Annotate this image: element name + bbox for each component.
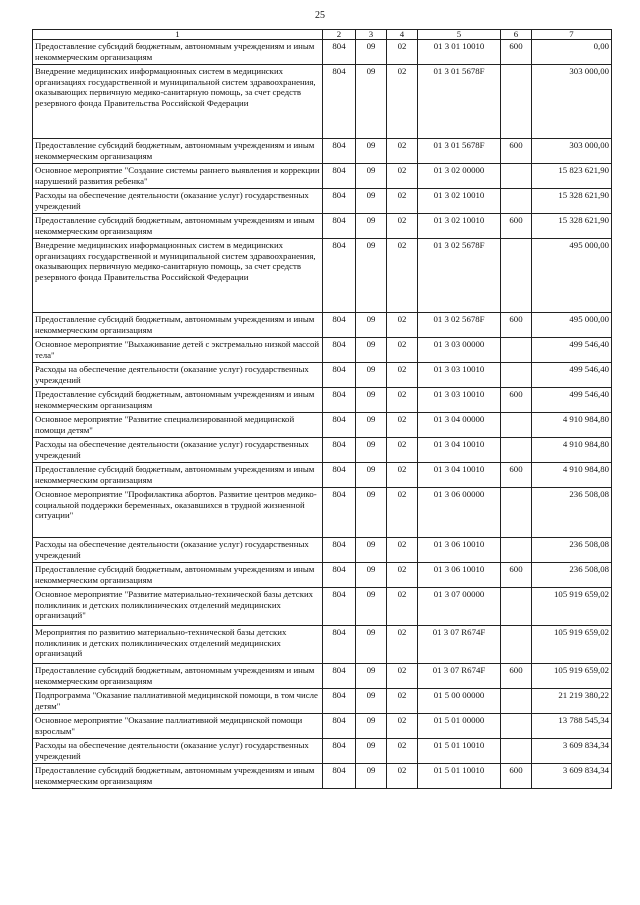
cell-subsection: 02 — [387, 239, 418, 313]
cell-amount: 0,00 — [532, 40, 612, 65]
row-description: Подпрограмма "Оказание паллиативной медицинской помощи, в том числе детям" — [33, 689, 323, 714]
cell-ministry-code: 804 — [323, 313, 356, 338]
row-description: Предоставление субсидий бюджетным, автономным учреждениям и иным некоммерческим организациям — [33, 214, 323, 239]
cell-section: 09 — [356, 164, 387, 189]
table-row — [33, 764, 612, 789]
cell-expense-type — [501, 189, 532, 214]
header-col-4: 4 — [387, 30, 418, 40]
cell-subsection: 02 — [387, 189, 418, 214]
cell-subsection: 02 — [387, 563, 418, 588]
cell-amount: 236 508,08 — [532, 563, 612, 588]
header-row — [33, 30, 612, 40]
cell-section: 09 — [356, 438, 387, 463]
cell-section: 09 — [356, 488, 387, 538]
cell-expense-type — [501, 438, 532, 463]
cell-ministry-code: 804 — [323, 239, 356, 313]
cell-amount: 105 919 659,02 — [532, 626, 612, 664]
header-col-5: 5 — [418, 30, 501, 40]
cell-amount: 105 919 659,02 — [532, 664, 612, 689]
header-col-6: 6 — [501, 30, 532, 40]
table-row — [33, 239, 612, 313]
cell-target-article: 01 3 07 00000 — [418, 588, 501, 626]
row-description: Основное мероприятие "Развитие материально-технической базы детских поликлиник и детских поликлинических отделений медицинских организаций" — [33, 588, 323, 626]
cell-expense-type: 600 — [501, 463, 532, 488]
row-description: Предоставление субсидий бюджетным, автономным учреждениям и иным некоммерческим организациям — [33, 388, 323, 413]
cell-expense-type — [501, 65, 532, 139]
row-description: Предоставление субсидий бюджетным, автономным учреждениям и иным некоммерческим организациям — [33, 40, 323, 65]
cell-expense-type: 600 — [501, 139, 532, 164]
cell-ministry-code: 804 — [323, 739, 356, 764]
cell-section: 09 — [356, 363, 387, 388]
cell-ministry-code: 804 — [323, 40, 356, 65]
table-row — [33, 438, 612, 463]
cell-amount: 4 910 984,80 — [532, 438, 612, 463]
table-row — [33, 164, 612, 189]
cell-target-article: 01 3 01 5678F — [418, 139, 501, 164]
table-row — [33, 664, 612, 689]
cell-amount: 21 219 380,22 — [532, 689, 612, 714]
cell-expense-type: 600 — [501, 664, 532, 689]
cell-section: 09 — [356, 739, 387, 764]
cell-section: 09 — [356, 388, 387, 413]
cell-target-article: 01 3 07 R674F — [418, 664, 501, 689]
cell-amount: 13 788 545,34 — [532, 714, 612, 739]
cell-subsection: 02 — [387, 313, 418, 338]
cell-target-article: 01 3 02 10010 — [418, 214, 501, 239]
cell-ministry-code: 804 — [323, 438, 356, 463]
table-row — [33, 588, 612, 626]
cell-expense-type — [501, 588, 532, 626]
cell-ministry-code: 804 — [323, 714, 356, 739]
cell-subsection: 02 — [387, 413, 418, 438]
page-number: 25 — [315, 10, 325, 21]
cell-amount: 236 508,08 — [532, 488, 612, 538]
cell-target-article: 01 3 03 10010 — [418, 363, 501, 388]
cell-ministry-code: 804 — [323, 413, 356, 438]
cell-section: 09 — [356, 714, 387, 739]
cell-target-article: 01 3 01 5678F — [418, 65, 501, 139]
cell-target-article: 01 3 06 10010 — [418, 563, 501, 588]
cell-section: 09 — [356, 214, 387, 239]
table-row — [33, 626, 612, 664]
cell-subsection: 02 — [387, 363, 418, 388]
cell-expense-type — [501, 626, 532, 664]
row-description: Предоставление субсидий бюджетным, автономным учреждениям и иным некоммерческим организациям — [33, 563, 323, 588]
cell-expense-type — [501, 689, 532, 714]
cell-amount: 495 000,00 — [532, 313, 612, 338]
row-description: Внедрение медицинских информационных систем в медицинских организациях государственной и муниципальной систем здравоохранения, оказывающих первичную медико-санитарную помощь, за счет средств резервного фонда Правительства Российской Федерации — [33, 65, 323, 139]
cell-expense-type — [501, 488, 532, 538]
row-description: Основное мероприятие "Профилактика абортов. Развитие центров медико-социальной поддержки беременных, оказавшихся в трудной жизненной ситуации" — [33, 488, 323, 538]
cell-target-article: 01 3 02 10010 — [418, 189, 501, 214]
cell-subsection: 02 — [387, 463, 418, 488]
cell-amount: 303 000,00 — [532, 139, 612, 164]
cell-expense-type — [501, 239, 532, 313]
cell-section: 09 — [356, 413, 387, 438]
cell-amount: 236 508,08 — [532, 538, 612, 563]
cell-subsection: 02 — [387, 139, 418, 164]
cell-amount: 4 910 984,80 — [532, 463, 612, 488]
cell-amount: 3 609 834,34 — [532, 739, 612, 764]
cell-expense-type — [501, 538, 532, 563]
cell-section: 09 — [356, 563, 387, 588]
cell-expense-type: 600 — [501, 388, 532, 413]
row-description: Предоставление субсидий бюджетным, автономным учреждениям и иным некоммерческим организациям — [33, 764, 323, 789]
cell-ministry-code: 804 — [323, 189, 356, 214]
cell-section: 09 — [356, 463, 387, 488]
cell-subsection: 02 — [387, 40, 418, 65]
cell-target-article: 01 3 06 10010 — [418, 538, 501, 563]
row-description: Расходы на обеспечение деятельности (оказание услуг) государственных учреждений — [33, 739, 323, 764]
table-row — [33, 488, 612, 538]
cell-section: 09 — [356, 65, 387, 139]
cell-subsection: 02 — [387, 65, 418, 139]
table-row — [33, 689, 612, 714]
cell-expense-type — [501, 363, 532, 388]
cell-subsection: 02 — [387, 739, 418, 764]
table-row — [33, 313, 612, 338]
cell-amount: 3 609 834,34 — [532, 764, 612, 789]
cell-amount: 499 546,40 — [532, 338, 612, 363]
row-description: Расходы на обеспечение деятельности (оказание услуг) государственных учреждений — [33, 189, 323, 214]
cell-expense-type — [501, 164, 532, 189]
cell-target-article: 01 3 04 10010 — [418, 463, 501, 488]
cell-subsection: 02 — [387, 164, 418, 189]
header-col-2: 2 — [323, 30, 356, 40]
cell-ministry-code: 804 — [323, 214, 356, 239]
table-row — [33, 363, 612, 388]
table-row — [33, 338, 612, 363]
table-row — [33, 714, 612, 739]
table-row — [33, 739, 612, 764]
cell-section: 09 — [356, 664, 387, 689]
cell-expense-type: 600 — [501, 214, 532, 239]
cell-subsection: 02 — [387, 588, 418, 626]
cell-amount: 303 000,00 — [532, 65, 612, 139]
cell-expense-type — [501, 739, 532, 764]
cell-expense-type: 600 — [501, 313, 532, 338]
cell-section: 09 — [356, 239, 387, 313]
cell-expense-type: 600 — [501, 40, 532, 65]
cell-ministry-code: 804 — [323, 563, 356, 588]
cell-target-article: 01 5 01 10010 — [418, 764, 501, 789]
cell-target-article: 01 3 04 10010 — [418, 438, 501, 463]
cell-subsection: 02 — [387, 338, 418, 363]
row-description: Основное мероприятие "Выхаживание детей с экстремально низкой массой тела" — [33, 338, 323, 363]
table-row — [33, 538, 612, 563]
cell-ministry-code: 804 — [323, 463, 356, 488]
cell-section: 09 — [356, 338, 387, 363]
row-description: Расходы на обеспечение деятельности (оказание услуг) государственных учреждений — [33, 538, 323, 563]
cell-target-article: 01 5 01 00000 — [418, 714, 501, 739]
budget-table — [32, 29, 612, 789]
cell-ministry-code: 804 — [323, 689, 356, 714]
cell-amount: 105 919 659,02 — [532, 588, 612, 626]
cell-ministry-code: 804 — [323, 588, 356, 626]
cell-ministry-code: 804 — [323, 488, 356, 538]
cell-subsection: 02 — [387, 764, 418, 789]
cell-target-article: 01 3 03 00000 — [418, 338, 501, 363]
cell-target-article: 01 3 02 00000 — [418, 164, 501, 189]
table-row — [33, 139, 612, 164]
cell-target-article: 01 3 02 5678F — [418, 313, 501, 338]
table-row — [33, 40, 612, 65]
table-row — [33, 214, 612, 239]
cell-subsection: 02 — [387, 689, 418, 714]
cell-ministry-code: 804 — [323, 626, 356, 664]
cell-amount: 15 328 621,90 — [532, 214, 612, 239]
header-col-1: 1 — [33, 30, 323, 40]
table-row — [33, 463, 612, 488]
cell-expense-type: 600 — [501, 764, 532, 789]
header-col-7: 7 — [532, 30, 612, 40]
table-row — [33, 413, 612, 438]
cell-ministry-code: 804 — [323, 338, 356, 363]
cell-section: 09 — [356, 689, 387, 714]
cell-subsection: 02 — [387, 488, 418, 538]
cell-expense-type: 600 — [501, 563, 532, 588]
row-description: Предоставление субсидий бюджетным, автономным учреждениям и иным некоммерческим организациям — [33, 664, 323, 689]
table-row — [33, 65, 612, 139]
row-description: Предоставление субсидий бюджетным, автономным учреждениям и иным некоммерческим организациям — [33, 463, 323, 488]
cell-ministry-code: 804 — [323, 363, 356, 388]
table-row — [33, 388, 612, 413]
cell-subsection: 02 — [387, 626, 418, 664]
row-description: Мероприятия по развитию материально-технической базы детских поликлиник и детских поликлинических отделений медицинских организаций — [33, 626, 323, 664]
table-row — [33, 189, 612, 214]
cell-amount: 499 546,40 — [532, 363, 612, 388]
cell-amount: 495 000,00 — [532, 239, 612, 313]
cell-ministry-code: 804 — [323, 139, 356, 164]
cell-subsection: 02 — [387, 714, 418, 739]
table-row — [33, 563, 612, 588]
cell-section: 09 — [356, 189, 387, 214]
cell-section: 09 — [356, 313, 387, 338]
cell-target-article: 01 5 01 10010 — [418, 739, 501, 764]
cell-ministry-code: 804 — [323, 388, 356, 413]
cell-target-article: 01 3 06 00000 — [418, 488, 501, 538]
cell-section: 09 — [356, 139, 387, 164]
cell-ministry-code: 804 — [323, 764, 356, 789]
cell-expense-type — [501, 714, 532, 739]
cell-target-article: 01 3 03 10010 — [418, 388, 501, 413]
cell-subsection: 02 — [387, 664, 418, 689]
cell-amount: 499 546,40 — [532, 388, 612, 413]
cell-amount: 4 910 984,80 — [532, 413, 612, 438]
cell-section: 09 — [356, 538, 387, 563]
row-description: Расходы на обеспечение деятельности (оказание услуг) государственных учреждений — [33, 363, 323, 388]
cell-ministry-code: 804 — [323, 65, 356, 139]
row-description: Предоставление субсидий бюджетным, автономным учреждениям и иным некоммерческим организациям — [33, 139, 323, 164]
cell-section: 09 — [356, 764, 387, 789]
cell-target-article: 01 3 02 5678F — [418, 239, 501, 313]
row-description: Расходы на обеспечение деятельности (оказание услуг) государственных учреждений — [33, 438, 323, 463]
cell-target-article: 01 5 00 00000 — [418, 689, 501, 714]
row-description: Основное мероприятие "Создание системы раннего выявления и коррекции нарушений развития ребенка" — [33, 164, 323, 189]
cell-expense-type — [501, 338, 532, 363]
row-description: Основное мероприятие "Оказание паллиативной медицинской помощи взрослым" — [33, 714, 323, 739]
cell-target-article: 01 3 01 10010 — [418, 40, 501, 65]
cell-target-article: 01 3 07 R674F — [418, 626, 501, 664]
cell-target-article: 01 3 04 00000 — [418, 413, 501, 438]
cell-section: 09 — [356, 40, 387, 65]
cell-subsection: 02 — [387, 214, 418, 239]
cell-ministry-code: 804 — [323, 538, 356, 563]
row-description: Основное мероприятие "Развитие специализированной медицинской помощи детям" — [33, 413, 323, 438]
cell-amount: 15 823 621,90 — [532, 164, 612, 189]
header-col-3: 3 — [356, 30, 387, 40]
cell-ministry-code: 804 — [323, 664, 356, 689]
cell-amount: 15 328 621,90 — [532, 189, 612, 214]
cell-subsection: 02 — [387, 388, 418, 413]
cell-expense-type — [501, 413, 532, 438]
cell-ministry-code: 804 — [323, 164, 356, 189]
cell-subsection: 02 — [387, 438, 418, 463]
row-description: Предоставление субсидий бюджетным, автономным учреждениям и иным некоммерческим организациям — [33, 313, 323, 338]
cell-section: 09 — [356, 588, 387, 626]
cell-subsection: 02 — [387, 538, 418, 563]
cell-section: 09 — [356, 626, 387, 664]
row-description: Внедрение медицинских информационных систем в медицинских организациях государственной и муниципальной систем здравоохранения, оказывающих первичную медико-санитарную помощь, за счет средств резервного фонда Правительства Российской Федерации — [33, 239, 323, 313]
